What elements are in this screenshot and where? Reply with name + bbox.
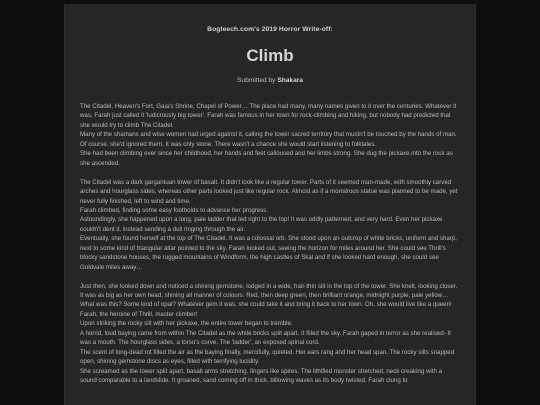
story-paragraph: She screamed as the tower split apart, basalt arms stretching, fingers like spires. The lithified monster stretched, neck creaking with a sound comparable to a landslide. It groaned, sand coming off in thick, billowing waves as its body twisted. Farah clung to bbox=[80, 367, 443, 385]
story-paragraph: Upon striking the rocky slit with her pickaxe, the entire tower began to tremble. bbox=[80, 320, 293, 328]
story-content bbox=[65, 26, 475, 386]
story-paragraph: Astoundingly, she happened upon a long, pale ladder that led right to the top! It was oddly patterned, and very hard. Even her pickaxe couldn't dent it, instead sending a dull ringing through the air. bbox=[80, 216, 443, 233]
story-paragraph: Farah climbed, finding some easy footholds to advance her progress. bbox=[80, 206, 269, 214]
byline bbox=[80, 77, 460, 84]
submitted-by-label: Submitted by bbox=[237, 77, 276, 84]
story-page bbox=[64, 4, 476, 405]
story-paragraph: The scent of long-dead rot filled the air as the baying finally, mercifully, quieted. Her ears rang and her head span. The rocky slits snapped open, shining gemstone discs as eyes, filled with terrifying lucidity. bbox=[80, 348, 455, 366]
story-paragraph: Eventually, she found herself at the top of The Citadel. It was a colossal orb. She stood upon an outcrop of white bricks, uniform and sharp, next to some kind of triangular altar pointed to the sky. Farah looked out, seeing the horizon for miles around her. She could see Thrill's blocky sandstone houses, the rugged mountains of Windform, the high castles of Skal and if she looked hard enough, she could see Goldvale miles away… bbox=[80, 235, 457, 271]
story-paragraph: She had been climbing ever since her childhood, her hands and feet calloused and her limbs strong. She dug the pickaxe into the rock as she ascended. bbox=[80, 150, 453, 167]
story-paragraph: Just then, she looked down and noticed a shining gemstone, lodged in a wide, hair-thin slit in the top of the tower. She knelt, looking closer. It was as big as her own head, shining all manner of colours. Red, then deep green, then brilliant orange, midnight purple, pale yellow… What was this? Some kind of opal? Whatever gem it was, she could take it and bring it back to her town. Oh, she would live like a queen! Farah, the heroine of Thrill, master climber! bbox=[80, 282, 458, 318]
story-paragraph: The Citadel, Heaven's Fort, Gaia's Shrine, Chapel of Power… The place had many, many names given to it over the centuries. Whatever it was, Farah just called it 'ludicrously big tower'. Farah was famous in her town for rock-climbing and hiking, but nobody had predicted that she would try to climb The Citadel. bbox=[80, 103, 457, 129]
story-paragraph: The Citadel was a dark gargantuan tower of basalt. It didn't look like a regular tower. Parts of it seemed man-made, with smoothly carved arches and hourglass sides, whereas other parts looked just like regular rock. Almost as if a monstrous statue was planned to be made, yet never fully finished, left to wind and time. bbox=[80, 178, 458, 205]
contest-header: Bogleech.com's 2019 Horror Write-off: bbox=[207, 26, 333, 33]
story-paragraph: Many of the shamans and wise women had urged against it, calling the tower sacred territory that mustn't be touched by the hands of man. Of course, she'd ignored them. It was only stone. There wasn't a chance she would start listening to folktales. bbox=[80, 131, 457, 148]
author-name: Shakara bbox=[277, 77, 303, 84]
story-body bbox=[80, 102, 460, 386]
story-title: Climb bbox=[246, 46, 294, 65]
story-paragraph: A horrid, loud baying came from within The Citadel as the white bricks split apart. It filled the sky. Farah gaped in terror as she realised- It was a mouth. The hourglass sides, a torso's curve. The 'ladder', an exposed spinal cord. bbox=[80, 329, 451, 347]
